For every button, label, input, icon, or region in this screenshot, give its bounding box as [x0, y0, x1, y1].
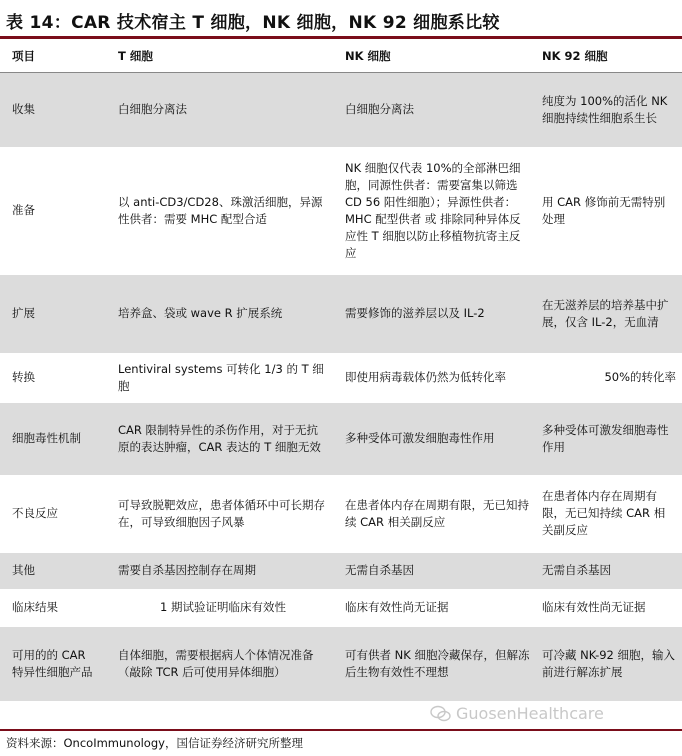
- row-nk-cell: 需要修饰的滋养层以及 IL-2: [338, 275, 538, 353]
- row-item: 临床结果: [12, 600, 58, 614]
- table-header-row: [0, 39, 682, 73]
- bottom-rule: [0, 729, 682, 731]
- row-item: 准备: [12, 203, 35, 217]
- row-nk92-cell: 在患者体内存在周期有限，无已知持续 CAR 相关副反应: [542, 489, 666, 537]
- row-nk92-cell: 纯度为 100%的活化 NK 细胞持续性细胞系生长: [538, 73, 682, 147]
- table-row: [0, 73, 682, 147]
- row-t-cell: 1 期试验证明临床有效性: [160, 600, 286, 614]
- row-t-cell: 需要自杀基因控制存在周期: [106, 553, 338, 589]
- row-nk-cell: 临床有效性尚无证据: [345, 600, 449, 614]
- row-item: 转换: [12, 370, 35, 384]
- row-item: 其他: [0, 553, 106, 589]
- row-nk92-cell: 无需自杀基因: [538, 553, 682, 589]
- row-nk92-cell: 临床有效性尚无证据: [542, 600, 646, 614]
- row-nk92-cell: 用 CAR 修饰前无需特别处理: [542, 194, 666, 226]
- row-t-cell: 以 anti-CD3/CD28、珠激活细胞，异源性供者：需要 MHC 配型合适: [118, 194, 323, 226]
- row-nk92-cell: 50%的转化率: [604, 370, 676, 384]
- watermark-text: GuosenHealthcare: [456, 704, 604, 723]
- table-row: [0, 275, 682, 353]
- table-row: [0, 353, 682, 403]
- header-item: 项目: [12, 48, 35, 63]
- row-nk-cell: 在患者体内存在周期有限，无已知持续 CAR 相关副反应: [345, 497, 529, 529]
- row-t-cell: 自体细胞，需要根据病人个体情况准备（敲除 TCR 后可使用异体细胞）: [106, 627, 338, 701]
- header-nk92-cell: NK 92 细胞: [542, 48, 608, 63]
- row-nk-cell: NK 细胞仅代表 10%的全部淋巴细胞，同源性供者：需要富集以筛选 CD 56 阳性细胞）；异源性供者：MHC 配型供者 或 排除同种异体反应性 T 细胞以防止移植物抗寄主反应: [345, 160, 521, 260]
- header-nk-cell: NK 细胞: [345, 48, 391, 63]
- row-t-cell: 可导致脱靶效应，患者体循环中可长期存在，可导致细胞因子风暴: [118, 497, 325, 529]
- row-nk92-cell: 可冷藏 NK-92 细胞，输入前进行解冻扩展: [538, 627, 682, 701]
- table-row: [0, 553, 682, 589]
- row-item: 可用的的 CAR 特异性细胞产品: [0, 627, 106, 701]
- row-t-cell: Lentiviral systems 可转化 1/3 的 T 细胞: [118, 361, 324, 393]
- table-row: [0, 627, 682, 701]
- header-t-cell: T 细胞: [118, 48, 153, 63]
- row-nk-cell: 多种受体可激发细胞毒性作用: [338, 403, 538, 475]
- table-row: [0, 475, 682, 553]
- row-item: 细胞毒性机制: [0, 403, 106, 475]
- row-item: 收集: [0, 73, 106, 147]
- comparison-table: [0, 39, 682, 701]
- row-t-cell: 培养盒、袋或 wave R 扩展系统: [106, 275, 338, 353]
- row-item: 不良反应: [12, 506, 58, 520]
- source-note: 资料来源：OncoImmunology，国信证券经济研究所整理: [6, 736, 303, 750]
- page-title: 表 14：CAR 技术宿主 T 细胞，NK 细胞，NK 92 细胞系比较: [6, 13, 500, 33]
- table-row: [0, 589, 682, 627]
- row-nk-cell: 可有供者 NK 细胞冷藏保存，但解冻后生物有效性不理想: [338, 627, 538, 701]
- wechat-icon: [430, 705, 452, 723]
- row-t-cell: CAR 限制特异性的杀伤作用，对于无抗原的表达肿瘤，CAR 表达的 T 细胞无效: [106, 403, 338, 475]
- table-row: [0, 147, 682, 275]
- row-nk92-cell: 多种受体可激发细胞毒性作用: [538, 403, 682, 475]
- row-nk92-cell: 在无滋养层的培养基中扩展，仅含 IL-2，无血清: [538, 275, 682, 353]
- watermark: [430, 704, 604, 723]
- row-nk-cell: 白细胞分离法: [338, 73, 538, 147]
- table-row: [0, 403, 682, 475]
- row-t-cell: 白细胞分离法: [106, 73, 338, 147]
- row-nk-cell: 即使用病毒载体仍然为低转化率: [345, 370, 506, 384]
- row-nk-cell: 无需自杀基因: [338, 553, 538, 589]
- row-item: 扩展: [0, 275, 106, 353]
